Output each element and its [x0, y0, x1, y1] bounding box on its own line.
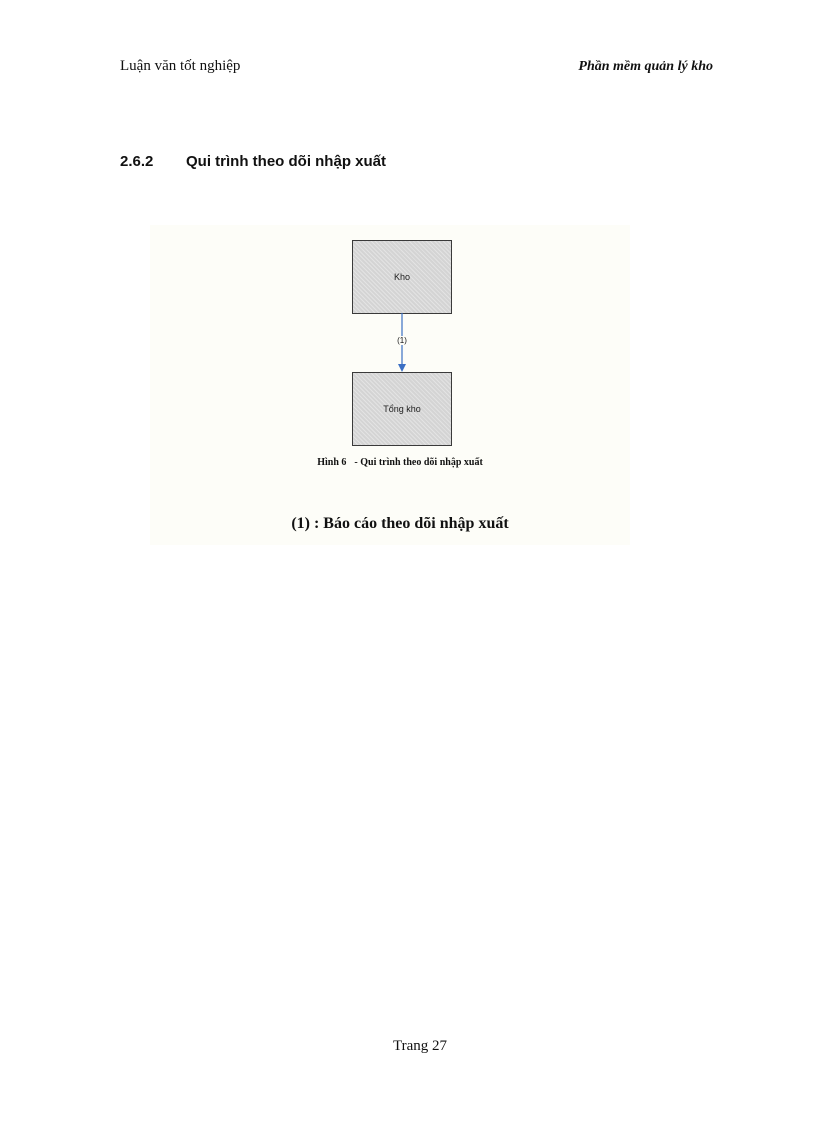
diagram-box-kho-label: Kho: [393, 272, 410, 282]
diagram-box-tong-kho: [352, 372, 452, 446]
figure-caption: [0, 457, 800, 468]
header-right: Phần mềm quản lý kho: [578, 59, 713, 74]
diagram-box-tong-kho-label: Tổng kho: [383, 404, 421, 414]
section-number: 2.6.2: [120, 153, 154, 170]
figure-caption-text: - Qui trình theo dõi nhập xuất: [354, 457, 483, 468]
legend-note: (1) : Báo cáo theo dõi nhập xuất: [291, 515, 509, 532]
section-heading: [120, 153, 386, 170]
header-left: Luận văn tốt nghiệp: [120, 58, 241, 74]
arrow-label: (1): [388, 336, 416, 345]
figure-number: Hình 6: [317, 457, 347, 468]
page-number: Trang 27: [392, 1038, 448, 1054]
section-title: Qui trình theo dõi nhập xuất: [186, 153, 386, 170]
diagram-box-kho: [352, 240, 452, 314]
